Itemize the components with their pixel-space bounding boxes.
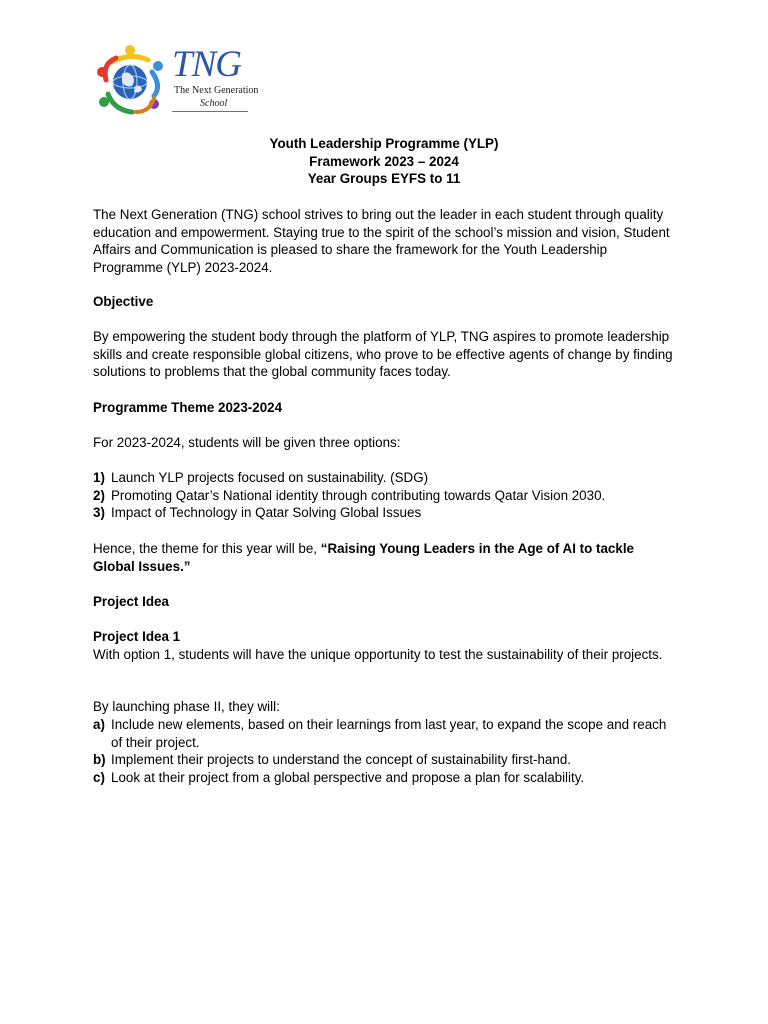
theme-statement-prefix: Hence, the theme for this year will be,	[93, 541, 321, 556]
intro-paragraph: The Next Generation (TNG) school strives to bring out the leader in each student through quality education and empowerment. Staying true to the spirit of the school’s mission and vision, Student Affairs and Communication is pleased to share the framework for the Youth Leadership Programme (YLP) 2023-2024.	[93, 207, 670, 275]
logo-wordmark	[172, 44, 259, 118]
list-item	[93, 716, 673, 751]
list-item	[93, 487, 673, 505]
document-title	[0, 135, 768, 188]
project-heading: Project Idea	[93, 594, 169, 609]
title-line-1: Youth Leadership Programme (YLP)	[269, 136, 499, 151]
list-number: 1)	[93, 470, 105, 485]
list-item-text: Launch YLP projects focused on sustainability. (SDG)	[111, 470, 429, 485]
theme-statement-quote: “Raising Young Leaders in the Age of AI to tackle Global Issues.”	[93, 541, 634, 574]
logo-script-word: School	[200, 98, 228, 109]
phase-intro: By launching phase II, they will:	[93, 699, 280, 714]
title-line-2: Framework 2023 – 2024	[309, 153, 459, 169]
logo-underline	[172, 111, 248, 112]
phase-items-list	[93, 716, 673, 786]
list-item-text: Promoting Qatar’s National identity through contributing towards Qatar Vision 2030.	[111, 487, 606, 503]
list-item-text: Look at their project from a global perspective and propose a plan for scalability.	[111, 769, 585, 785]
objective-paragraph: By empowering the student body through the platform of YLP, TNG aspires to promote leadership skills and create responsible global citizens, who prove to be effective agents of change by finding solutions to problems that the global community faces today.	[93, 329, 673, 380]
list-number: 3)	[93, 505, 105, 521]
list-letter: a)	[93, 717, 105, 732]
project-idea-1-paragraph: With option 1, students will have the unique opportunity to test the sustainability of their projects.	[93, 647, 663, 662]
project-idea-1-heading: Project Idea 1	[93, 629, 181, 644]
list-item	[93, 469, 673, 487]
list-item	[93, 769, 673, 787]
list-letter: b)	[93, 752, 106, 768]
list-item	[93, 504, 673, 522]
list-item	[93, 751, 673, 769]
theme-options-list	[93, 469, 673, 522]
list-item-text: Implement their projects to understand the concept of sustainability first-hand.	[111, 752, 571, 768]
theme-statement	[93, 540, 673, 575]
logo-subtitle: The Next Generation	[174, 85, 259, 96]
list-letter: c)	[93, 769, 105, 785]
list-item-text: Include new elements, based on their learnings from last year, to expand the scope and reach of their project.	[111, 717, 667, 750]
globe-logo-icon	[92, 42, 170, 120]
list-item-text: Impact of Technology in Qatar Solving Global Issues	[111, 505, 422, 521]
school-logo	[92, 42, 259, 122]
theme-intro: For 2023-2024, students will be given three options:	[93, 435, 401, 450]
logo-tng-text: TNG	[172, 44, 241, 85]
theme-heading: Programme Theme 2023-2024	[93, 400, 283, 415]
title-line-3: Year Groups EYFS to 11	[307, 171, 461, 187]
list-number: 2)	[93, 487, 105, 503]
objective-heading: Objective	[93, 294, 154, 309]
